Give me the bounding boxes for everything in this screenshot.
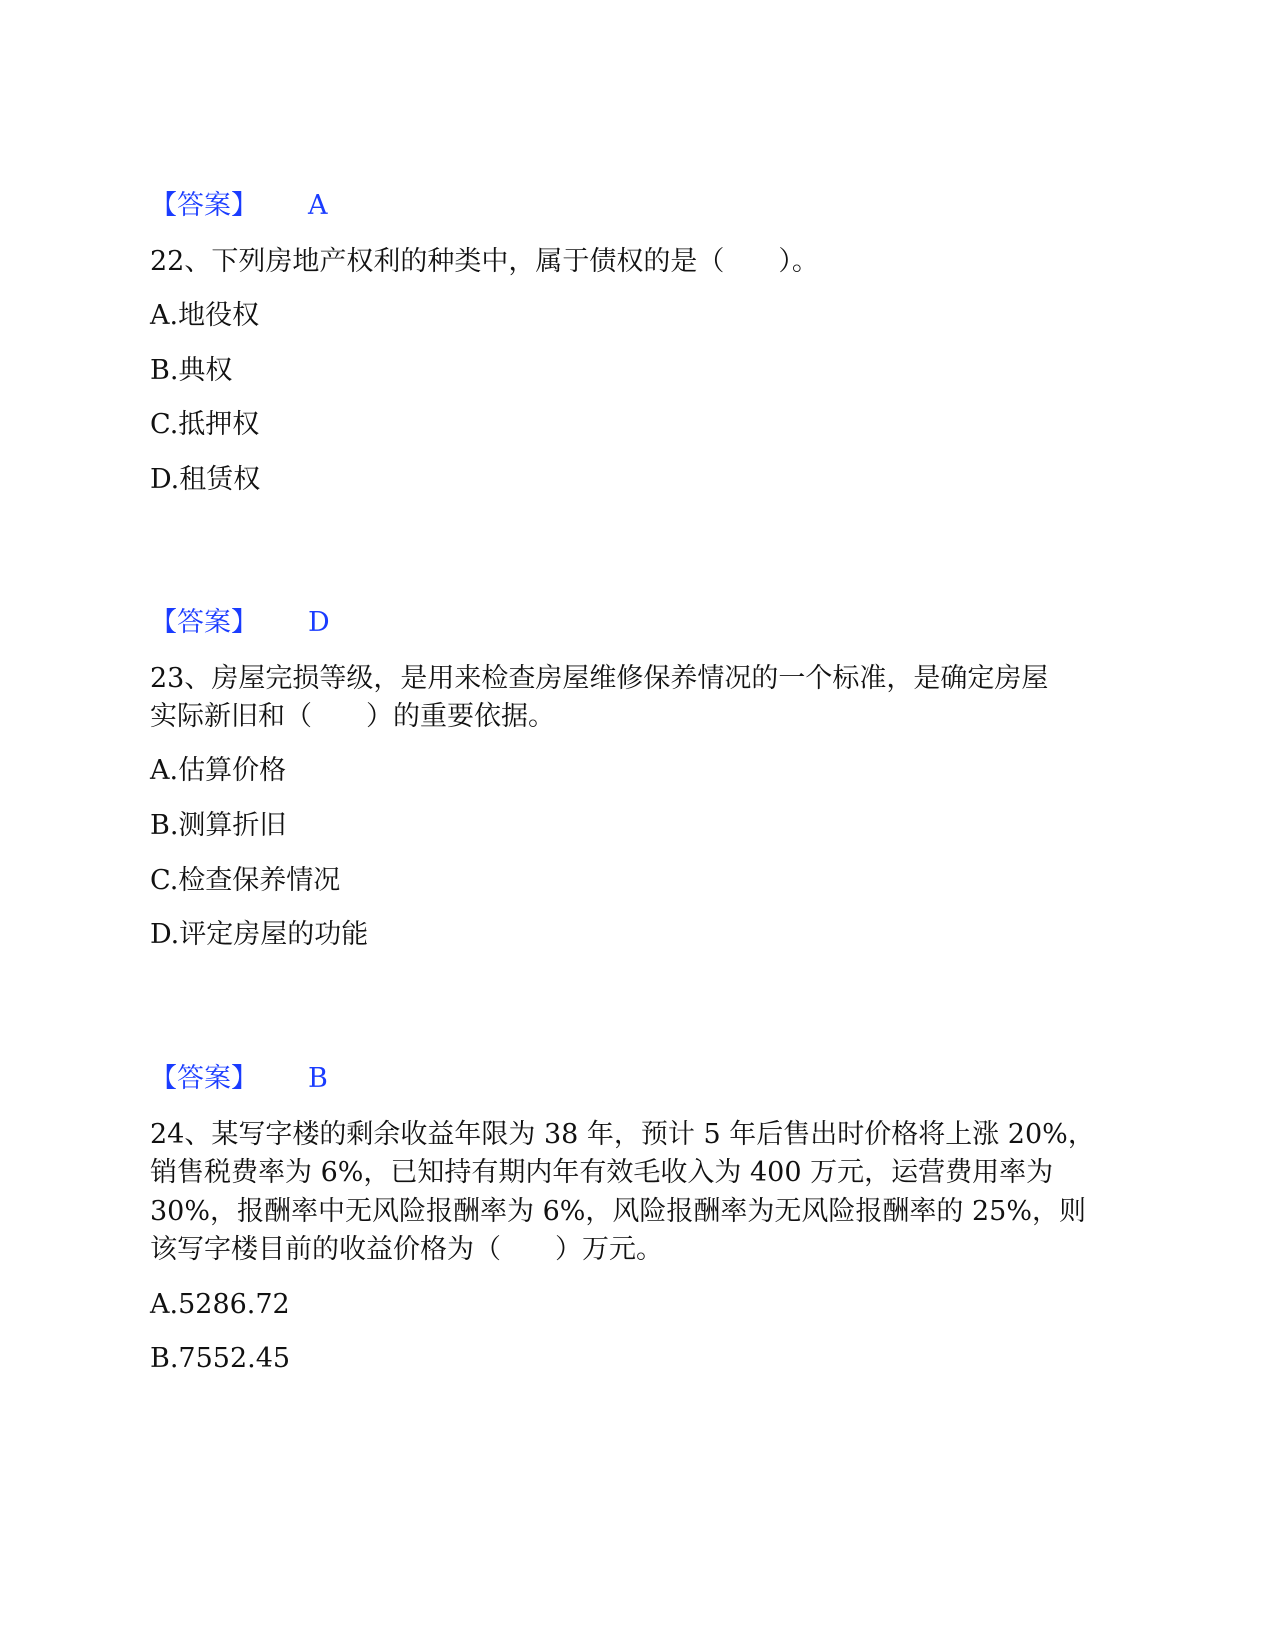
- answer-label: 【答案】: [150, 607, 258, 638]
- option-a: A.估算价格: [150, 755, 287, 786]
- option-c: C.检查保养情况: [150, 865, 341, 896]
- option-c: C.抵押权: [150, 409, 260, 440]
- answer-label: 【答案】: [150, 1063, 258, 1094]
- answer-line-q21: [150, 187, 328, 225]
- option-a: A.5286.72: [150, 1289, 290, 1320]
- option-b: B.测算折旧: [150, 810, 287, 841]
- answer-value: A: [308, 190, 328, 221]
- option-b: B.典权: [150, 355, 233, 386]
- option-a: A.地役权: [150, 300, 260, 331]
- question-22-text: 22、下列房地产权利的种类中，属于债权的是（ ）。: [150, 246, 819, 277]
- option-d: D.租赁权: [150, 464, 261, 495]
- question-24-line-4: 该写字楼目前的收益价格为（ ）万元。: [150, 1234, 663, 1265]
- answer-line-q22: [150, 604, 330, 642]
- question-24-line-1: 24、某写字楼的剩余收益年限为 38 年，预计 5 年后售出时价格将上涨 20%，: [150, 1119, 1095, 1150]
- question-23-line-2: 实际新旧和（ ）的重要依据。: [150, 701, 555, 732]
- answer-value: D: [308, 607, 330, 638]
- answer-value: B: [308, 1063, 328, 1094]
- option-d: D.评定房屋的功能: [150, 919, 369, 950]
- answer-line-q23: [150, 1060, 328, 1098]
- question-23-line-1: 23、房屋完损等级，是用来检查房屋维修保养情况的一个标准，是确定房屋: [150, 663, 1049, 694]
- question-24-line-2: 销售税费率为 6%，已知持有期内年有效毛收入为 400 万元，运营费用率为: [150, 1157, 1054, 1188]
- option-b: B.7552.45: [150, 1343, 291, 1374]
- answer-label: 【答案】: [150, 190, 258, 221]
- question-24-line-3: 30%，报酬率中无风险报酬率为 6%，风险报酬率为无风险报酬率的 25%，则: [150, 1196, 1087, 1227]
